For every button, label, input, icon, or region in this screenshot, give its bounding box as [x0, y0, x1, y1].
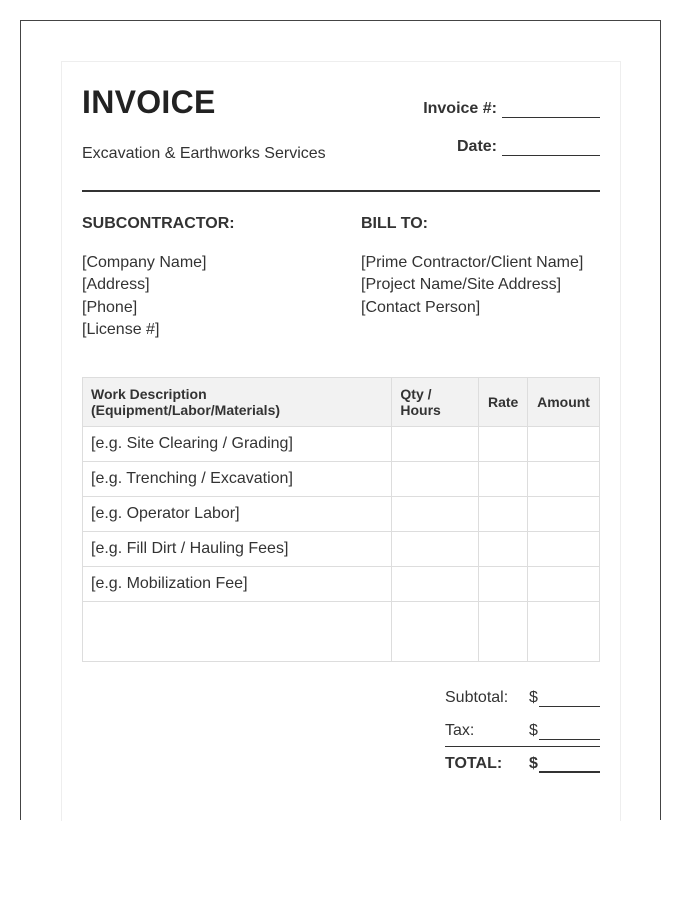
bill-to-project: [Project Name/Site Address] [361, 276, 562, 294]
total-field[interactable] [529, 755, 600, 773]
table-row-blank [83, 602, 600, 662]
total-label: TOTAL: [445, 755, 503, 772]
subcontractor-heading: SUBCONTRACTOR: [82, 215, 235, 232]
subtotal-currency: $ [529, 689, 538, 706]
row-rate[interactable] [479, 532, 528, 567]
col-header-rate: Rate [479, 378, 528, 427]
subtotal-blank[interactable] [539, 692, 600, 707]
header-divider [82, 190, 600, 192]
row-rate[interactable] [479, 427, 528, 462]
row-description[interactable]: [e.g. Site Clearing / Grading] [83, 427, 392, 462]
subcontractor-address: [Address] [82, 276, 150, 294]
table-row [83, 567, 600, 602]
date-field[interactable] [457, 138, 600, 156]
subtotal-label: Subtotal: [445, 689, 509, 706]
row-description[interactable]: [e.g. Mobilization Fee] [83, 567, 392, 602]
row-qty[interactable] [392, 462, 479, 497]
invoice-number-label: Invoice #: [423, 100, 497, 117]
row-amount[interactable] [528, 462, 600, 497]
date-label: Date: [456, 138, 497, 155]
row-description[interactable]: [e.g. Operator Labor] [83, 497, 392, 532]
col-header-qty-line1: Qty / [400, 386, 432, 402]
invoice-number-blank[interactable] [502, 103, 600, 118]
totals-divider [445, 746, 600, 747]
bill-to-heading: BILL TO: [361, 215, 428, 232]
subcontractor-details [82, 252, 207, 341]
invoice-title: INVOICE [82, 84, 216, 120]
invoice-subtitle: Excavation & Earthworks Services [82, 145, 326, 162]
subcontractor-phone: [Phone] [82, 298, 138, 316]
tax-field[interactable] [529, 722, 600, 740]
table-row [83, 532, 600, 567]
row-amount[interactable] [528, 427, 600, 462]
row-rate[interactable] [479, 497, 528, 532]
row-amount[interactable] [528, 497, 600, 532]
tax-label: Tax: [445, 722, 475, 739]
row-rate[interactable] [479, 462, 528, 497]
table-row [83, 497, 600, 532]
row-description[interactable]: [e.g. Trenching / Excavation] [83, 462, 392, 497]
bill-to-contact: [Contact Person] [361, 298, 481, 316]
col-header-qty-line2: Hours [400, 402, 441, 418]
table-header-row [83, 378, 600, 427]
row-qty[interactable] [392, 532, 479, 567]
subcontractor-license: [License #] [82, 320, 160, 338]
bill-to-details [361, 252, 583, 319]
tax-blank[interactable] [539, 725, 600, 740]
col-header-amount: Amount [528, 378, 600, 427]
date-blank[interactable] [502, 141, 600, 156]
table-row [83, 427, 600, 462]
subtotal-field[interactable] [529, 689, 600, 707]
tax-currency: $ [529, 722, 538, 739]
row-description[interactable]: [e.g. Fill Dirt / Hauling Fees] [83, 532, 392, 567]
row-qty[interactable] [392, 497, 479, 532]
col-header-description [83, 378, 392, 427]
row-amount[interactable] [528, 567, 600, 602]
line-items-table [82, 377, 600, 662]
col-header-qty [392, 378, 479, 427]
total-blank[interactable] [539, 757, 600, 773]
row-rate[interactable] [479, 602, 528, 662]
total-currency: $ [529, 755, 538, 772]
row-description[interactable] [83, 602, 392, 662]
col-header-description-line2: (Equipment/Labor/Materials) [91, 402, 281, 418]
row-qty[interactable] [392, 567, 479, 602]
row-qty[interactable] [392, 602, 479, 662]
invoice-number-field[interactable] [423, 100, 600, 118]
row-amount[interactable] [528, 532, 600, 567]
row-qty[interactable] [392, 427, 479, 462]
col-header-description-line1: Work Description [91, 386, 207, 402]
row-amount[interactable] [528, 602, 600, 662]
row-rate[interactable] [479, 567, 528, 602]
table-row [83, 462, 600, 497]
bill-to-client: [Prime Contractor/Client Name] [361, 254, 584, 271]
subcontractor-company: [Company Name] [82, 254, 207, 271]
